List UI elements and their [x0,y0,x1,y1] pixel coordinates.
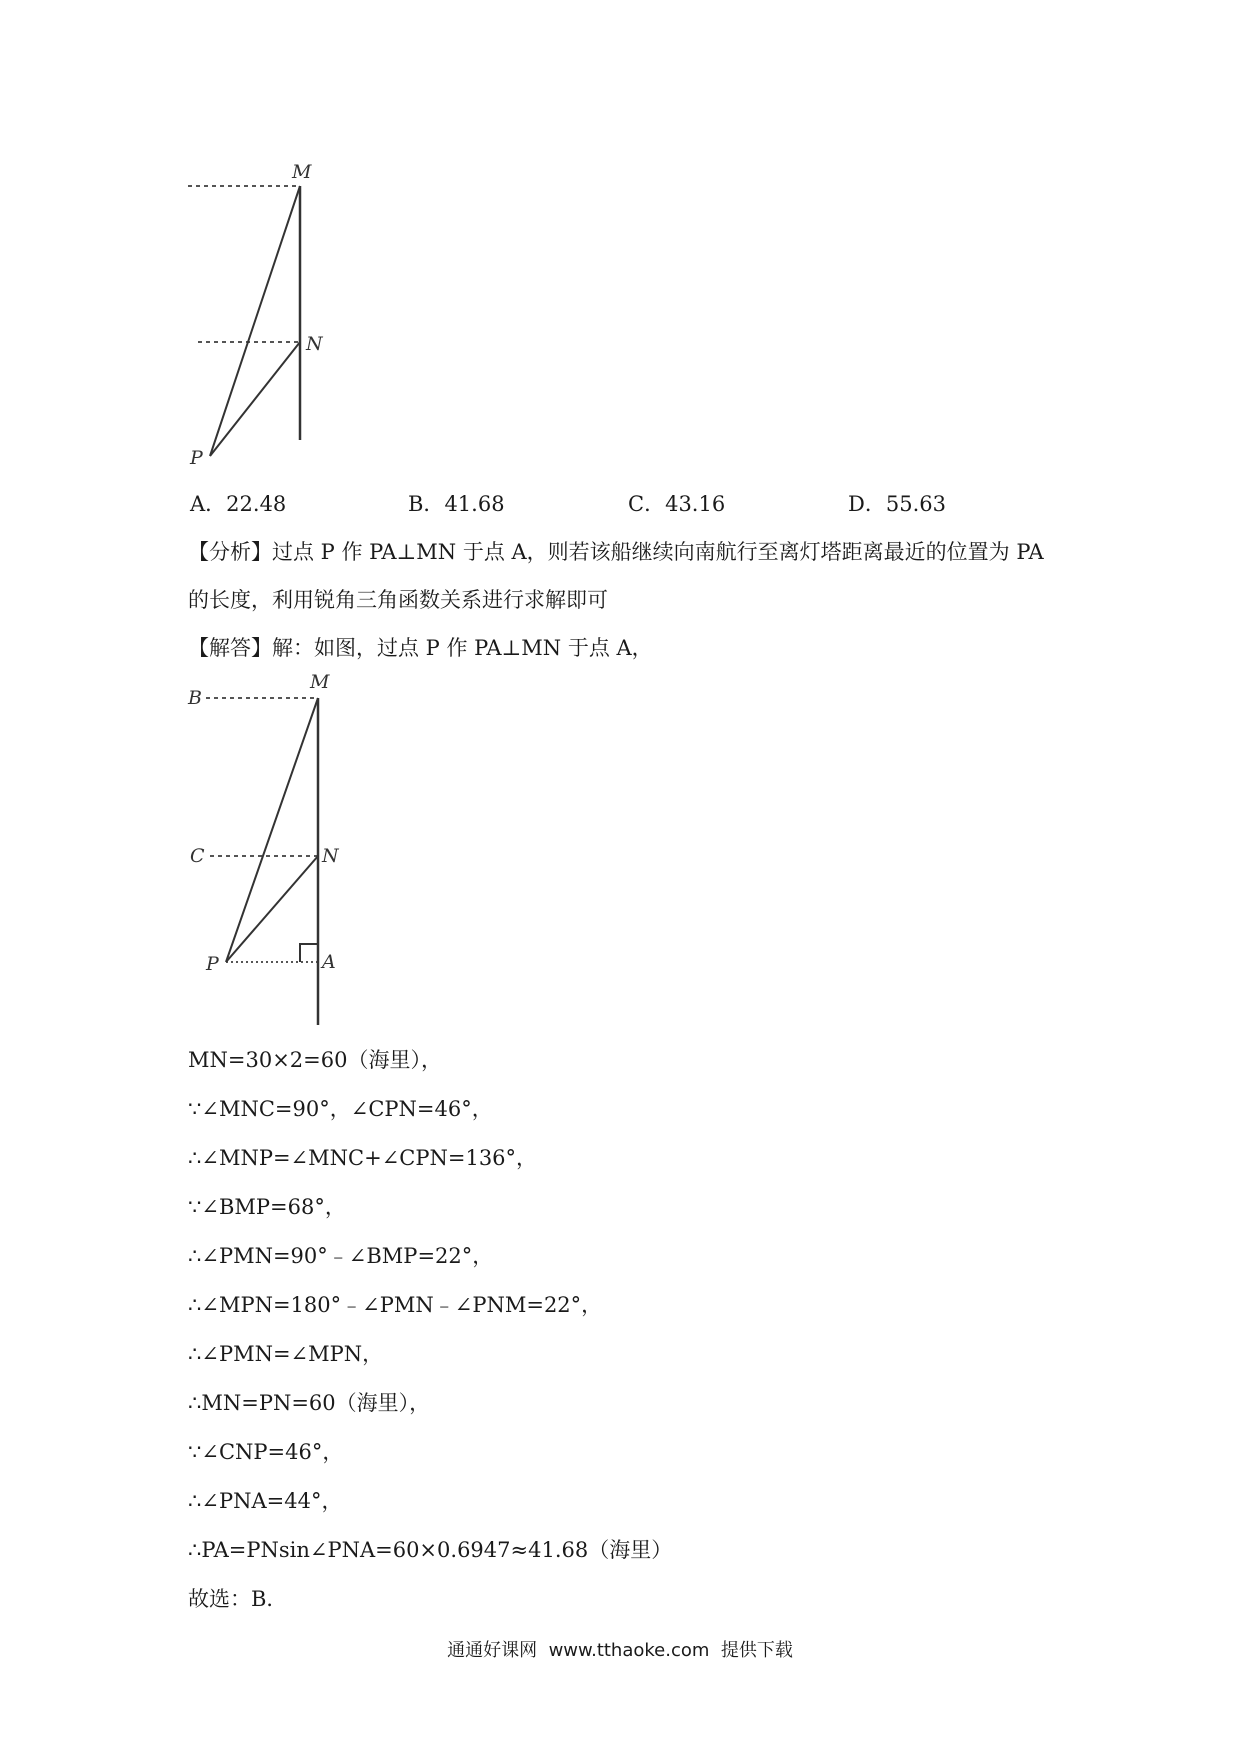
figure-1-diagram [180,150,340,470]
option-c-letter: C． [628,492,666,516]
step-11: ∴PA=PNsin∠PNA=60×0.6947≈41.68（海里） [188,1538,673,1562]
label-n: N [322,845,339,867]
step-6: ∴∠MPN=180°﹣∠PMN﹣∠PNM=22°， [188,1293,603,1317]
step-7: ∴∠PMN=∠MPN， [188,1342,384,1366]
answer-tag: 【解答】 [188,636,272,660]
option-c [628,488,725,518]
step-12: 故选：B． [188,1587,288,1611]
option-d [848,488,946,518]
step-4: ∵∠BMP=68°， [188,1195,346,1219]
option-b [408,488,505,518]
step-2: ∵∠MNC=90°，∠CPN=46°， [188,1097,493,1121]
option-b-value: 41.68 [444,492,505,516]
answer-intro [188,632,653,662]
segment-np [210,342,300,456]
segment-np [226,856,318,962]
option-a-letter: A． [190,492,227,516]
step-10: ∴∠PNA=44°， [188,1489,343,1513]
answer-text: 解：如图，过点 P 作 PA⊥MN 于点 A， [272,636,653,660]
analysis-paragraph [188,528,1068,624]
label-a: A [322,951,336,973]
label-b: B [188,687,202,709]
figure-2-diagram [180,660,360,1030]
option-a [190,488,286,518]
option-d-letter: D． [848,492,886,516]
label-p: P [190,447,203,469]
option-c-value: 43.16 [665,492,726,516]
analysis-text: 过点 P 作 PA⊥MN 于点 A，则若该船继续向南航行至离灯塔距离最近的位置为 PA 的长度，利用锐角三角函数关系进行求解即可 [188,540,1044,612]
segment-mp [226,698,318,962]
page-footer: 通通好课网 www.tthaoke.com 提供下载 [447,1640,793,1661]
label-m: M [292,161,312,183]
label-m: M [310,671,330,693]
step-9: ∵∠CNP=46°， [188,1440,344,1464]
option-d-value: 55.63 [885,492,946,516]
right-angle-mark [300,944,318,962]
label-c: C [190,845,205,867]
label-n: N [306,333,323,355]
label-p: P [206,953,219,975]
step-3: ∴∠MNP=∠MNC+∠CPN=136°， [188,1146,538,1170]
segment-mp [210,186,300,456]
analysis-tag: 【分析】 [188,540,272,564]
option-b-letter: B． [408,492,445,516]
step-5: ∴∠PMN=90°﹣∠BMP=22°， [188,1244,494,1268]
step-8: ∴MN=PN=60（海里）， [188,1391,431,1415]
option-a-value: 22.48 [226,492,287,516]
step-1: MN=30×2=60（海里）， [188,1048,442,1072]
